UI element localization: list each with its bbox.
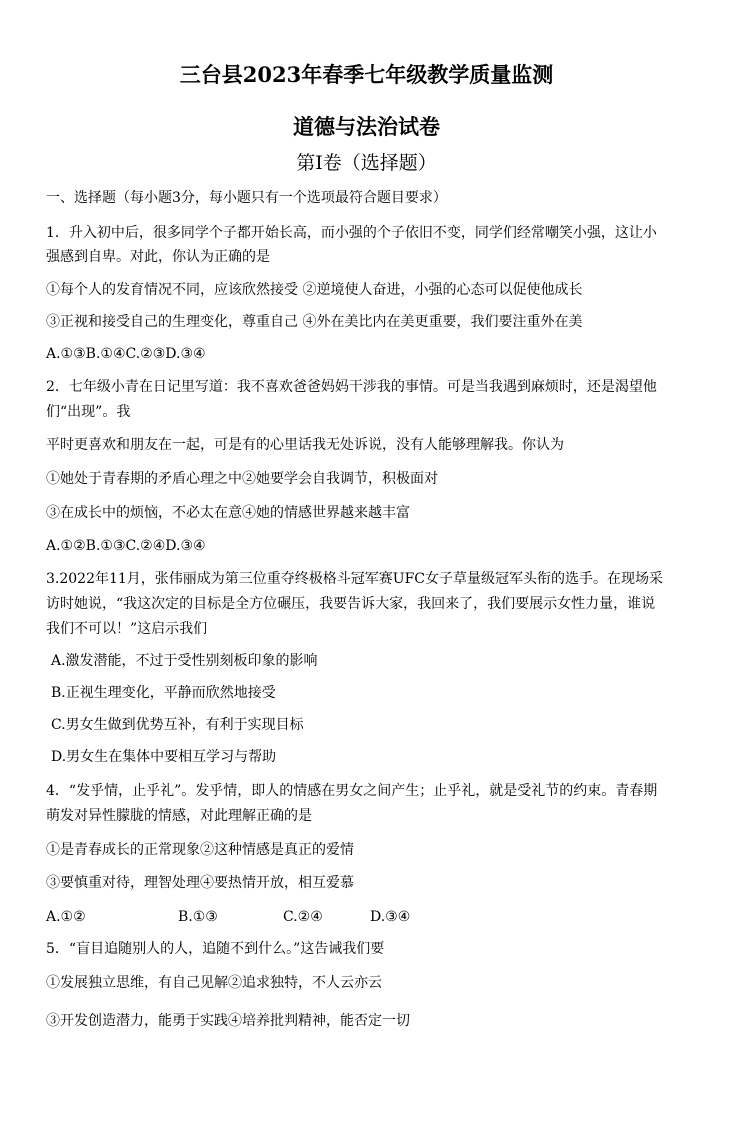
q4-options	[46, 907, 410, 927]
q3-stem-line-1: 3.2022年11月，张伟丽成为第三位重夺终极格斗冠军赛UFC女子草量级冠军头衔的选手。在现场采	[46, 571, 664, 587]
q3-option-b: B.正视生理变化，平静而欣然地接受	[51, 685, 276, 701]
q2-statements-2: ③在成长中的烦恼，不必太在意④她的情感世界越来越丰富	[46, 505, 410, 521]
q4-option-b: B.①③	[178, 909, 218, 925]
q2-statements-1: ①她处于青春期的矛盾心理之中②她要学会自我调节，积极面对	[46, 471, 438, 487]
q2-options: A.①②B.①③C.②④D.③④	[46, 538, 206, 554]
q5-statements-1: ①发展独立思维，有自己见解②追求独特，不人云亦云	[46, 975, 382, 991]
q4-stem-line-1: 4．“发乎情，止乎礼”。发乎情，即人的情感在男女之间产生；止乎礼，就是受礼节的约束。青春期	[46, 783, 658, 799]
q5-statements-2: ③开发创造潜力，能勇于实践④培养批判精神，能否定一切	[46, 1013, 410, 1029]
q3-option-a: A.激发潜能，不过于受性别刻板印象的影响	[51, 653, 318, 669]
section-heading: 第Ⅰ卷（选择题）	[296, 152, 437, 174]
q1-options: A.①③B.①④C.②③D.③④	[46, 346, 206, 362]
q3-option-c: C.男女生做到优势互补，有利于实现目标	[51, 717, 304, 733]
q3-stem-line-2: 访时她说，“我这次定的目标是全方位碾压，我要告诉大家，我回来了，我们要展示女性力量，谁说	[46, 596, 656, 612]
q2-stem-line-3: 平时更喜欢和朋友在一起，可是有的心里话我无处诉说，没有人能够理解我。你认为	[46, 437, 564, 453]
q1-statements-1: ①每个人的发育情况不同，应该欣然接受 ②逆境使人奋进，小强的心态可以促使他成长	[46, 282, 583, 298]
q1-stem-line-2: 强感到自卑。对此，你认为正确的是	[46, 249, 270, 265]
q2-stem-line-2: 们“出现”。我	[46, 404, 131, 420]
q1-statements-2: ③正视和接受自己的生理变化，尊重自己 ④外在美比内在美更重要，我们要注重外在美	[46, 314, 583, 330]
q3-option-d: D.男女生在集体中要相互学习与帮助	[51, 749, 277, 765]
q5-stem-line-1: 5．“盲目追随别人的人，追随不到什么。”这告诫我们要	[46, 941, 385, 957]
q3-stem-line-3: 我们不可以！”这启示我们	[46, 621, 208, 637]
q4-stem-line-2: 萌发对异性朦胧的情感，对此理解正确的是	[46, 808, 312, 824]
exam-title: 三台县2023年春季七年级教学质量监测	[179, 62, 554, 87]
q4-statements-2: ③要慎重对待，理智处理④要热情开放，相互爱慕	[46, 875, 354, 891]
q4-option-a: A.①②	[46, 909, 86, 925]
instructions: 一、选择题（每小题3分，每小题只有一个选项最符合题目要求）	[46, 190, 447, 206]
exam-subtitle: 道德与法治试卷	[293, 114, 440, 139]
q4-statements-1: ①是青春成长的正常现象②这种情感是真正的爱情	[46, 842, 354, 858]
q4-option-c: C.②④	[283, 909, 323, 925]
q2-stem-line-1: 2．七年级小青在日记里写道：我不喜欢爸爸妈妈干涉我的事情。可是当我遇到麻烦时，还是渴望他	[46, 379, 657, 395]
q4-option-d: D.③④	[370, 909, 411, 925]
q1-stem-line-1: 1．升入初中后，很多同学个子都开始长高，而小强的个子依旧不变，同学们经常嘲笑小强，这让小	[46, 225, 657, 241]
